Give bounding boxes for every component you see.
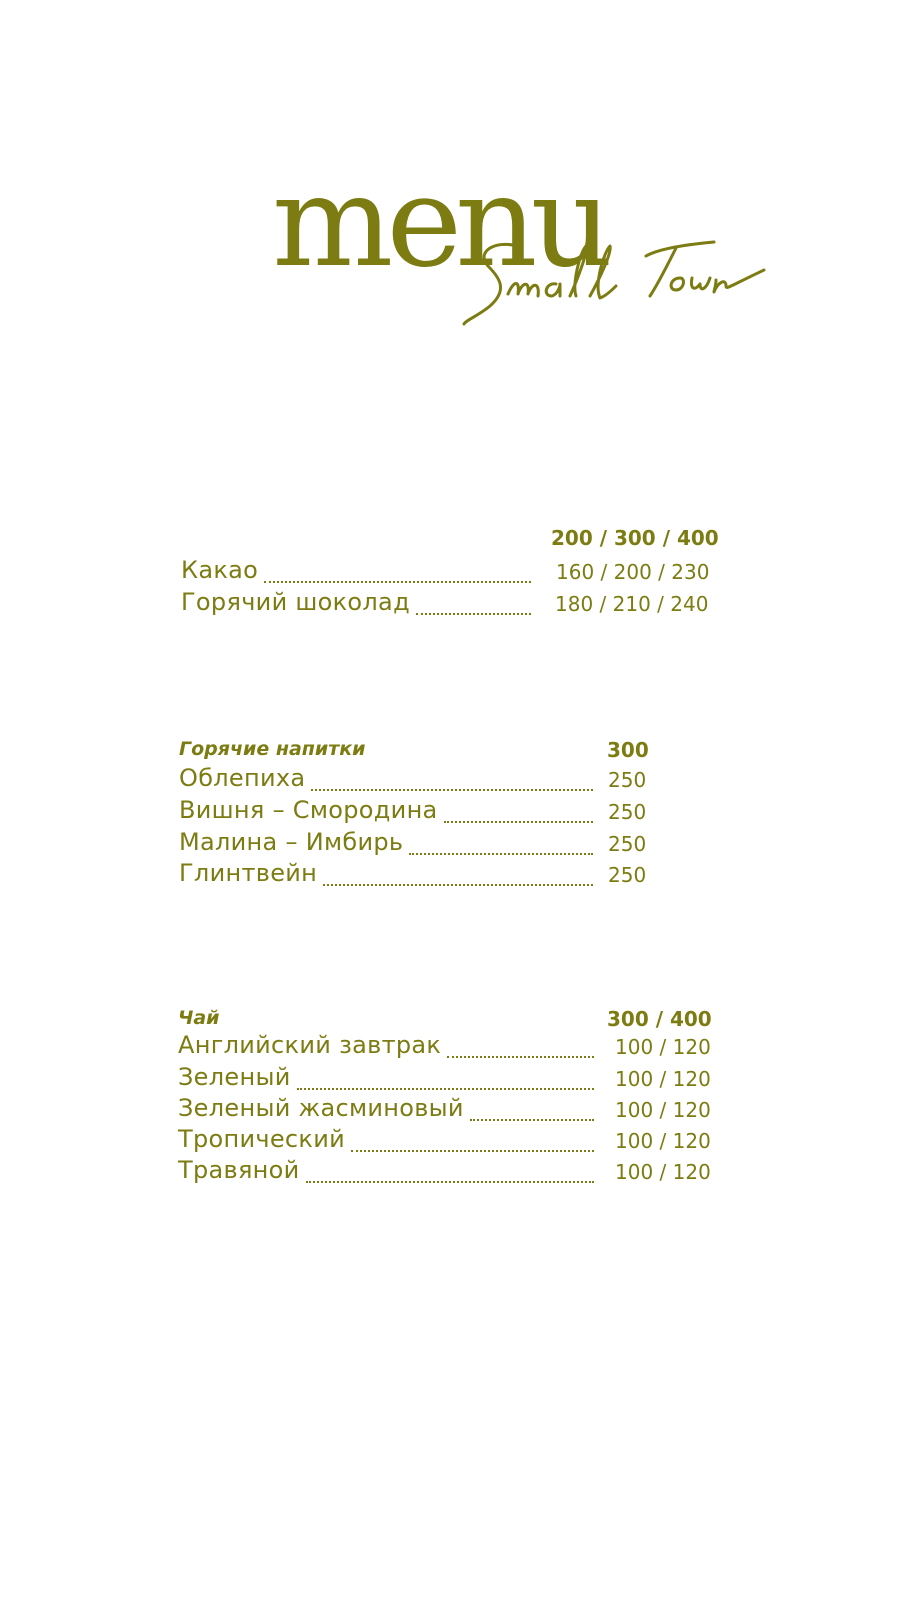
- menu-item-row: [178, 1094, 711, 1126]
- menu-item-row: [179, 764, 647, 796]
- dot-leader: [416, 613, 531, 615]
- item-name: Вишня – Смородина: [179, 796, 438, 824]
- item-price: 250: [608, 863, 647, 887]
- item-price: 100 / 120: [615, 1098, 711, 1122]
- section-title: Чай: [178, 1007, 220, 1029]
- section-title: Горячие напитки: [179, 738, 366, 760]
- menu-item-row: [179, 828, 647, 860]
- logo-script-signature: [460, 228, 780, 338]
- item-name: Тропический: [178, 1125, 345, 1153]
- item-price: 180 / 210 / 240: [555, 592, 709, 616]
- item-name: Горячий шоколад: [181, 588, 410, 616]
- dot-leader: [447, 1056, 594, 1058]
- item-price: 100 / 120: [615, 1160, 711, 1184]
- dot-leader: [444, 821, 593, 823]
- item-name: Зеленый жасминовый: [178, 1094, 464, 1122]
- item-price: 100 / 120: [615, 1067, 711, 1091]
- sizes-header: 300 / 400: [607, 1007, 712, 1031]
- item-price: 250: [608, 768, 647, 792]
- menu-logo: [0, 0, 900, 360]
- dot-leader: [306, 1181, 594, 1183]
- item-name: Облепиха: [179, 764, 306, 792]
- menu-item-row: [178, 1031, 711, 1063]
- dot-leader: [264, 581, 531, 583]
- item-name: Какао: [181, 556, 259, 584]
- menu-item-row: [181, 556, 710, 588]
- item-price: 100 / 120: [615, 1035, 711, 1059]
- item-name: Английский завтрак: [178, 1031, 442, 1059]
- menu-item-row: [178, 1063, 711, 1095]
- menu-item-row: [178, 1125, 711, 1157]
- item-name: Глинтвейн: [179, 859, 318, 887]
- menu-item-row: [179, 859, 647, 891]
- dot-leader: [351, 1150, 594, 1152]
- menu-item-row: [181, 588, 709, 620]
- section-hot-drinks: [179, 734, 739, 904]
- section-tea: [178, 1003, 738, 1203]
- item-price: 100 / 120: [615, 1129, 711, 1153]
- section-cocoa: [181, 520, 741, 630]
- menu-item-row: [179, 796, 647, 828]
- logo-menu-word: menu: [272, 149, 606, 296]
- menu-item-row: [178, 1156, 711, 1188]
- item-name: Травяной: [178, 1156, 300, 1184]
- item-name: Малина – Имбирь: [179, 828, 404, 856]
- item-name: Зеленый: [178, 1063, 291, 1091]
- dot-leader: [297, 1088, 594, 1090]
- item-price: 250: [608, 800, 647, 824]
- dot-leader: [323, 884, 593, 886]
- item-price: 250: [608, 832, 647, 856]
- dot-leader: [409, 853, 593, 855]
- dot-leader: [311, 789, 593, 791]
- dot-leader: [470, 1119, 594, 1121]
- sizes-header: 300: [607, 738, 649, 762]
- item-price: 160 / 200 / 230: [556, 560, 710, 584]
- sizes-header: 200 / 300 / 400: [551, 526, 719, 550]
